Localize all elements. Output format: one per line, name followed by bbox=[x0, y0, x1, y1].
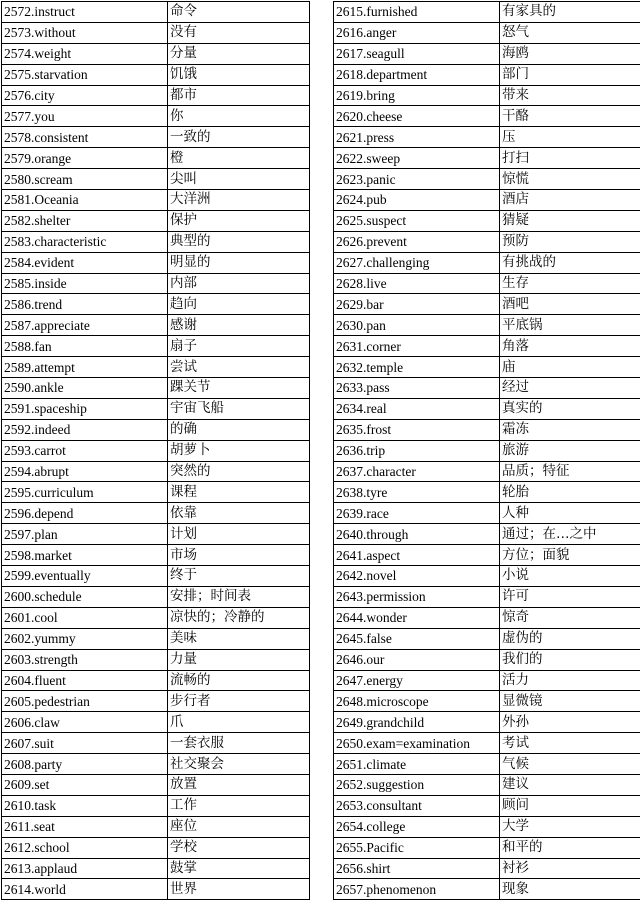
table-row bbox=[2, 43, 310, 64]
meaning-cell: 内部 bbox=[168, 273, 310, 294]
meaning-cell: 外孙 bbox=[500, 712, 640, 733]
meaning-cell: 课程 bbox=[168, 482, 310, 503]
word-cell: 2605.pedestrian bbox=[2, 691, 168, 712]
meaning-cell: 终于 bbox=[168, 566, 310, 587]
word-cell: 2589.attempt bbox=[2, 357, 168, 378]
meaning-cell: 突然的 bbox=[168, 461, 310, 482]
meaning-cell: 有家具的 bbox=[500, 2, 640, 23]
word-cell: 2595.curriculum bbox=[2, 482, 168, 503]
word-cell: 2606.claw bbox=[2, 712, 168, 733]
meaning-cell: 真实的 bbox=[500, 398, 640, 419]
table-row bbox=[2, 607, 310, 628]
table-row bbox=[2, 712, 310, 733]
word-cell: 2634.real bbox=[334, 398, 500, 419]
meaning-cell: 通过；在…之中 bbox=[500, 524, 640, 545]
word-cell: 2579.orange bbox=[2, 148, 168, 169]
word-cell: 2645.false bbox=[334, 628, 500, 649]
table-row bbox=[2, 315, 310, 336]
word-cell: 2648.microscope bbox=[334, 691, 500, 712]
meaning-cell: 压 bbox=[500, 127, 640, 148]
meaning-cell: 现象 bbox=[500, 879, 640, 900]
table-row bbox=[2, 85, 310, 106]
meaning-cell: 依靠 bbox=[168, 503, 310, 524]
word-cell: 2637.character bbox=[334, 461, 500, 482]
word-cell: 2649.grandchild bbox=[334, 712, 500, 733]
word-cell: 2657.phenomenon bbox=[334, 879, 500, 900]
word-cell: 2574.weight bbox=[2, 43, 168, 64]
table-row bbox=[2, 419, 310, 440]
table-row bbox=[334, 461, 640, 482]
table-row bbox=[334, 64, 640, 85]
table-row bbox=[2, 524, 310, 545]
meaning-cell: 步行者 bbox=[168, 691, 310, 712]
meaning-cell: 学校 bbox=[168, 837, 310, 858]
table-row bbox=[2, 336, 310, 357]
table-row bbox=[334, 795, 640, 816]
meaning-cell: 工作 bbox=[168, 795, 310, 816]
table-row bbox=[334, 127, 640, 148]
table-row bbox=[334, 2, 640, 23]
table-row bbox=[2, 127, 310, 148]
meaning-cell: 方位；面貌 bbox=[500, 545, 640, 566]
word-cell: 2619.bring bbox=[334, 85, 500, 106]
meaning-cell: 带来 bbox=[500, 85, 640, 106]
meaning-cell: 酒店 bbox=[500, 190, 640, 211]
word-cell: 2641.aspect bbox=[334, 545, 500, 566]
word-cell: 2618.department bbox=[334, 64, 500, 85]
table-row bbox=[334, 607, 640, 628]
word-cell: 2587.appreciate bbox=[2, 315, 168, 336]
table-row bbox=[334, 816, 640, 837]
word-cell: 2616.anger bbox=[334, 22, 500, 43]
table-row bbox=[334, 837, 640, 858]
table-row bbox=[334, 649, 640, 670]
meaning-cell: 霜冻 bbox=[500, 419, 640, 440]
meaning-cell: 胡萝卜 bbox=[168, 440, 310, 461]
table-row bbox=[334, 419, 640, 440]
word-cell: 2631.corner bbox=[334, 336, 500, 357]
meaning-cell: 和平的 bbox=[500, 837, 640, 858]
meaning-cell: 一套衣服 bbox=[168, 733, 310, 754]
word-cell: 2655.Pacific bbox=[334, 837, 500, 858]
vocab-table-left bbox=[1, 1, 310, 900]
meaning-cell: 趋向 bbox=[168, 294, 310, 315]
meaning-cell: 流畅的 bbox=[168, 670, 310, 691]
word-cell: 2614.world bbox=[2, 879, 168, 900]
meaning-cell: 品质；特征 bbox=[500, 461, 640, 482]
vocab-table-left-body bbox=[2, 2, 310, 900]
table-row bbox=[334, 440, 640, 461]
word-cell: 2633.pass bbox=[334, 378, 500, 399]
word-cell: 2626.prevent bbox=[334, 231, 500, 252]
table-row bbox=[334, 628, 640, 649]
word-cell: 2577.you bbox=[2, 106, 168, 127]
table-row bbox=[2, 566, 310, 587]
word-cell: 2603.strength bbox=[2, 649, 168, 670]
table-row bbox=[334, 378, 640, 399]
meaning-cell: 力量 bbox=[168, 649, 310, 670]
table-row bbox=[2, 210, 310, 231]
meaning-cell: 踝关节 bbox=[168, 378, 310, 399]
meaning-cell: 打扫 bbox=[500, 148, 640, 169]
meaning-cell: 猜疑 bbox=[500, 210, 640, 231]
table-row bbox=[334, 879, 640, 900]
word-cell: 2576.city bbox=[2, 85, 168, 106]
word-cell: 2624.pub bbox=[334, 190, 500, 211]
word-cell: 2625.suspect bbox=[334, 210, 500, 231]
meaning-cell: 轮胎 bbox=[500, 482, 640, 503]
word-cell: 2604.fluent bbox=[2, 670, 168, 691]
table-row bbox=[334, 398, 640, 419]
table-row bbox=[2, 2, 310, 23]
word-cell: 2646.our bbox=[334, 649, 500, 670]
word-cell: 2635.frost bbox=[334, 419, 500, 440]
word-cell: 2590.ankle bbox=[2, 378, 168, 399]
meaning-cell: 怒气 bbox=[500, 22, 640, 43]
meaning-cell: 明显的 bbox=[168, 252, 310, 273]
table-row bbox=[334, 294, 640, 315]
meaning-cell: 平底锅 bbox=[500, 315, 640, 336]
vocab-table-right bbox=[333, 1, 640, 900]
table-row bbox=[2, 628, 310, 649]
table-row bbox=[334, 231, 640, 252]
table-row bbox=[2, 64, 310, 85]
meaning-cell: 建议 bbox=[500, 774, 640, 795]
table-row bbox=[334, 754, 640, 775]
table-row bbox=[334, 774, 640, 795]
table-row bbox=[334, 22, 640, 43]
word-cell: 2653.consultant bbox=[334, 795, 500, 816]
vocab-table-right-body bbox=[334, 2, 640, 900]
word-cell: 2594.abrupt bbox=[2, 461, 168, 482]
meaning-cell: 你 bbox=[168, 106, 310, 127]
meaning-cell: 考试 bbox=[500, 733, 640, 754]
table-row bbox=[2, 106, 310, 127]
word-cell: 2617.seagull bbox=[334, 43, 500, 64]
meaning-cell: 计划 bbox=[168, 524, 310, 545]
meaning-cell: 一致的 bbox=[168, 127, 310, 148]
meaning-cell: 没有 bbox=[168, 22, 310, 43]
meaning-cell: 酒吧 bbox=[500, 294, 640, 315]
word-cell: 2639.race bbox=[334, 503, 500, 524]
meaning-cell: 惊慌 bbox=[500, 169, 640, 190]
word-cell: 2600.schedule bbox=[2, 586, 168, 607]
word-cell: 2584.evident bbox=[2, 252, 168, 273]
table-row bbox=[2, 816, 310, 837]
meaning-cell: 大学 bbox=[500, 816, 640, 837]
word-cell: 2609.set bbox=[2, 774, 168, 795]
meaning-cell: 爪 bbox=[168, 712, 310, 733]
table-row bbox=[2, 774, 310, 795]
word-cell: 2610.task bbox=[2, 795, 168, 816]
word-cell: 2581.Oceania bbox=[2, 190, 168, 211]
table-row bbox=[334, 315, 640, 336]
word-cell: 2575.starvation bbox=[2, 64, 168, 85]
table-row bbox=[2, 461, 310, 482]
word-cell: 2582.shelter bbox=[2, 210, 168, 231]
meaning-cell: 世界 bbox=[168, 879, 310, 900]
meaning-cell: 安排；时间表 bbox=[168, 586, 310, 607]
word-cell: 2593.carrot bbox=[2, 440, 168, 461]
table-row bbox=[2, 190, 310, 211]
table-row bbox=[334, 336, 640, 357]
word-cell: 2592.indeed bbox=[2, 419, 168, 440]
table-row bbox=[2, 22, 310, 43]
meaning-cell: 尖叫 bbox=[168, 169, 310, 190]
meaning-cell: 显微镜 bbox=[500, 691, 640, 712]
word-cell: 2591.spaceship bbox=[2, 398, 168, 419]
meaning-cell: 旅游 bbox=[500, 440, 640, 461]
table-row bbox=[334, 733, 640, 754]
meaning-cell: 命令 bbox=[168, 2, 310, 23]
meaning-cell: 都市 bbox=[168, 85, 310, 106]
word-cell: 2608.party bbox=[2, 754, 168, 775]
word-cell: 2596.depend bbox=[2, 503, 168, 524]
meaning-cell: 预防 bbox=[500, 231, 640, 252]
table-row bbox=[334, 858, 640, 879]
table-row bbox=[334, 545, 640, 566]
meaning-cell: 经过 bbox=[500, 378, 640, 399]
table-row bbox=[334, 482, 640, 503]
meaning-cell: 许可 bbox=[500, 586, 640, 607]
table-row bbox=[2, 440, 310, 461]
word-cell: 2623.panic bbox=[334, 169, 500, 190]
table-row bbox=[2, 148, 310, 169]
table-row bbox=[2, 691, 310, 712]
meaning-cell: 凉快的；冷静的 bbox=[168, 607, 310, 628]
meaning-cell: 我们的 bbox=[500, 649, 640, 670]
word-cell: 2622.sweep bbox=[334, 148, 500, 169]
meaning-cell: 典型的 bbox=[168, 231, 310, 252]
meaning-cell: 社交聚会 bbox=[168, 754, 310, 775]
meaning-cell: 市场 bbox=[168, 545, 310, 566]
meaning-cell: 有挑战的 bbox=[500, 252, 640, 273]
table-row bbox=[2, 398, 310, 419]
table-row bbox=[334, 691, 640, 712]
meaning-cell: 角落 bbox=[500, 336, 640, 357]
word-cell: 2628.live bbox=[334, 273, 500, 294]
meaning-cell: 美味 bbox=[168, 628, 310, 649]
table-row bbox=[2, 649, 310, 670]
word-cell: 2573.without bbox=[2, 22, 168, 43]
word-cell: 2585.inside bbox=[2, 273, 168, 294]
word-cell: 2654.college bbox=[334, 816, 500, 837]
word-cell: 2583.characteristic bbox=[2, 231, 168, 252]
table-row bbox=[2, 294, 310, 315]
table-row bbox=[2, 357, 310, 378]
table-row bbox=[2, 231, 310, 252]
word-cell: 2651.climate bbox=[334, 754, 500, 775]
word-cell: 2650.exam=examination bbox=[334, 733, 500, 754]
word-cell: 2602.yummy bbox=[2, 628, 168, 649]
word-cell: 2643.permission bbox=[334, 586, 500, 607]
meaning-cell: 惊奇 bbox=[500, 607, 640, 628]
meaning-cell: 部门 bbox=[500, 64, 640, 85]
meaning-cell: 气候 bbox=[500, 754, 640, 775]
word-cell: 2647.energy bbox=[334, 670, 500, 691]
table-row bbox=[334, 252, 640, 273]
word-cell: 2652.suggestion bbox=[334, 774, 500, 795]
word-cell: 2615.furnished bbox=[334, 2, 500, 23]
word-cell: 2586.trend bbox=[2, 294, 168, 315]
table-row bbox=[334, 273, 640, 294]
word-cell: 2580.scream bbox=[2, 169, 168, 190]
meaning-cell: 小说 bbox=[500, 566, 640, 587]
meaning-cell: 的确 bbox=[168, 419, 310, 440]
word-cell: 2588.fan bbox=[2, 336, 168, 357]
word-cell: 2611.seat bbox=[2, 816, 168, 837]
table-row bbox=[2, 733, 310, 754]
word-cell: 2630.pan bbox=[334, 315, 500, 336]
word-cell: 2632.temple bbox=[334, 357, 500, 378]
word-cell: 2572.instruct bbox=[2, 2, 168, 23]
word-cell: 2627.challenging bbox=[334, 252, 500, 273]
table-row bbox=[334, 712, 640, 733]
table-row bbox=[2, 795, 310, 816]
table-row bbox=[334, 148, 640, 169]
meaning-cell: 饥饿 bbox=[168, 64, 310, 85]
table-row bbox=[2, 837, 310, 858]
table-row bbox=[334, 566, 640, 587]
meaning-cell: 橙 bbox=[168, 148, 310, 169]
table-row bbox=[334, 106, 640, 127]
word-cell: 2636.trip bbox=[334, 440, 500, 461]
meaning-cell: 虚伪的 bbox=[500, 628, 640, 649]
table-row bbox=[2, 586, 310, 607]
meaning-cell: 衬衫 bbox=[500, 858, 640, 879]
table-row bbox=[334, 43, 640, 64]
word-cell: 2638.tyre bbox=[334, 482, 500, 503]
word-cell: 2621.press bbox=[334, 127, 500, 148]
meaning-cell: 感谢 bbox=[168, 315, 310, 336]
word-cell: 2578.consistent bbox=[2, 127, 168, 148]
table-row bbox=[2, 545, 310, 566]
table-row bbox=[334, 524, 640, 545]
table-row bbox=[334, 210, 640, 231]
meaning-cell: 保护 bbox=[168, 210, 310, 231]
word-cell: 2640.through bbox=[334, 524, 500, 545]
table-row bbox=[334, 169, 640, 190]
meaning-cell: 鼓掌 bbox=[168, 858, 310, 879]
meaning-cell: 宇宙飞船 bbox=[168, 398, 310, 419]
word-cell: 2642.novel bbox=[334, 566, 500, 587]
word-cell: 2612.school bbox=[2, 837, 168, 858]
meaning-cell: 尝试 bbox=[168, 357, 310, 378]
meaning-cell: 大洋洲 bbox=[168, 190, 310, 211]
word-cell: 2597.plan bbox=[2, 524, 168, 545]
meaning-cell: 分量 bbox=[168, 43, 310, 64]
table-row bbox=[334, 190, 640, 211]
table-row bbox=[2, 378, 310, 399]
meaning-cell: 庙 bbox=[500, 357, 640, 378]
table-row bbox=[2, 482, 310, 503]
meaning-cell: 海鸥 bbox=[500, 43, 640, 64]
table-row bbox=[334, 503, 640, 524]
table-row bbox=[2, 273, 310, 294]
table-row bbox=[334, 670, 640, 691]
table-row bbox=[2, 503, 310, 524]
table-row bbox=[2, 252, 310, 273]
meaning-cell: 扇子 bbox=[168, 336, 310, 357]
word-cell: 2598.market bbox=[2, 545, 168, 566]
meaning-cell: 生存 bbox=[500, 273, 640, 294]
word-cell: 2599.eventually bbox=[2, 566, 168, 587]
meaning-cell: 干酪 bbox=[500, 106, 640, 127]
meaning-cell: 放置 bbox=[168, 774, 310, 795]
word-cell: 2601.cool bbox=[2, 607, 168, 628]
table-row bbox=[2, 169, 310, 190]
table-row bbox=[2, 670, 310, 691]
table-row bbox=[334, 85, 640, 106]
word-cell: 2620.cheese bbox=[334, 106, 500, 127]
word-cell: 2644.wonder bbox=[334, 607, 500, 628]
word-cell: 2607.suit bbox=[2, 733, 168, 754]
word-cell: 2629.bar bbox=[334, 294, 500, 315]
table-row bbox=[334, 586, 640, 607]
table-row bbox=[334, 357, 640, 378]
meaning-cell: 顾问 bbox=[500, 795, 640, 816]
table-row bbox=[2, 879, 310, 900]
table-row bbox=[2, 754, 310, 775]
meaning-cell: 座位 bbox=[168, 816, 310, 837]
meaning-cell: 活力 bbox=[500, 670, 640, 691]
table-row bbox=[2, 858, 310, 879]
meaning-cell: 人种 bbox=[500, 503, 640, 524]
word-cell: 2613.applaud bbox=[2, 858, 168, 879]
word-cell: 2656.shirt bbox=[334, 858, 500, 879]
